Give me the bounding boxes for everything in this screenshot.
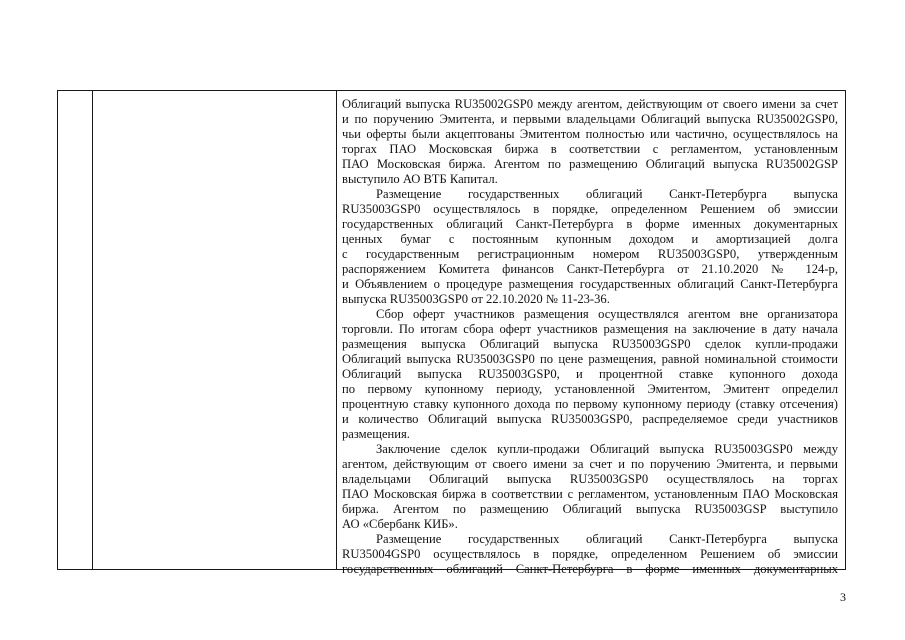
text-line: Размещение государственных облигаций Санкт-Петербурга выпуска: [376, 187, 838, 201]
text-line: АО «Сбербанк КИБ».: [342, 517, 458, 531]
text-line: государственных облигаций Санкт-Петербурга в форме именных документарных: [342, 217, 838, 231]
text-line: владельцами Облигаций выпуска RU35003GSP0 осуществлялось на торгах: [342, 472, 838, 486]
text-line: RU35003GSP0 осуществлялось в порядке, определенном Решением об эмиссии: [342, 202, 838, 216]
text-line: Облигаций выпуска RU35003GSP0, и процентной ставке купонного дохода: [342, 367, 838, 381]
page-number: 3: [840, 590, 846, 604]
text-line: Облигаций выпуска RU35002GSP0 между агентом, действующим от своего имени за счет: [342, 97, 838, 111]
text-line: выступило АО ВТБ Капитал.: [342, 172, 498, 186]
text-line: ПАО Московская биржа. Агентом по размещению Облигаций выпуска RU35002GSP: [342, 157, 838, 171]
text-line: государственных облигаций Санкт-Петербурга в форме именных документарных: [342, 562, 838, 576]
text-line: процентную ставку купонного дохода по первому купонному периоду (ставку отсечения): [342, 397, 838, 411]
text-line: биржа. Агентом по размещению Облигаций выпуска RU35003GSP выступило: [342, 502, 838, 516]
text-line: чьи оферты были акцептованы Эмитентом полностью или частично, осуществлялось на: [342, 127, 838, 141]
text-line: распоряжением Комитета финансов Санкт-Петербурга от 21.10.2020 № 124-р,: [342, 262, 838, 276]
text-line: и по поручению Эмитента, и первыми владельцами Облигаций выпуска RU35002GSP0,: [342, 112, 838, 126]
text-line: размещения.: [342, 427, 410, 441]
text-line: размещения выпуска Облигаций выпуска RU35003GSP0 сделок купли-продажи: [342, 337, 838, 351]
text-line: с государственным регистрационным номером RU35003GSP0, утвержденным: [342, 247, 838, 261]
text-line: Облигаций выпуска RU35003GSP0 по цене размещения, равной номинальной стоимости: [342, 352, 838, 366]
text-line: RU35004GSP0 осуществлялось в порядке, определенном Решением об эмиссии: [342, 547, 838, 561]
text-line: торгах ПАО Московская биржа в соответствии с регламентом, установленным: [342, 142, 838, 156]
text-line: Заключение сделок купли-продажи Облигаций выпуска RU35003GSP0 между: [376, 442, 838, 456]
text-line: выпуска RU35003GSP0 от 22.10.2020 № 11-23-36.: [342, 292, 610, 306]
text-line: торговли. По итогам сбора оферт участников размещения на заключение в дату начала: [342, 322, 838, 336]
text-line: Сбор оферт участников размещения осуществлялся агентом вне организатора: [376, 307, 838, 321]
text-line: Размещение государственных облигаций Санкт-Петербурга выпуска: [376, 532, 838, 546]
text-line: и Объявлением о процедуре размещения государственных облигаций Санкт-Петербурга: [342, 277, 838, 291]
text-line: и количество Облигаций выпуска RU35003GSP0, распределяемое среди участников: [342, 412, 838, 426]
text-line: ПАО Московская биржа в соответствии с регламентом, установленным ПАО Московская: [342, 487, 838, 501]
text-line: агентом, действующим от своего имени за счет и по поручению Эмитента, и первыми: [342, 457, 838, 471]
text-line: ценных бумаг с постоянным купонным доходом и амортизацией долга: [342, 232, 838, 246]
text-line: по первому купонному периоду, установленной Эмитентом, Эмитент определил: [342, 382, 838, 396]
